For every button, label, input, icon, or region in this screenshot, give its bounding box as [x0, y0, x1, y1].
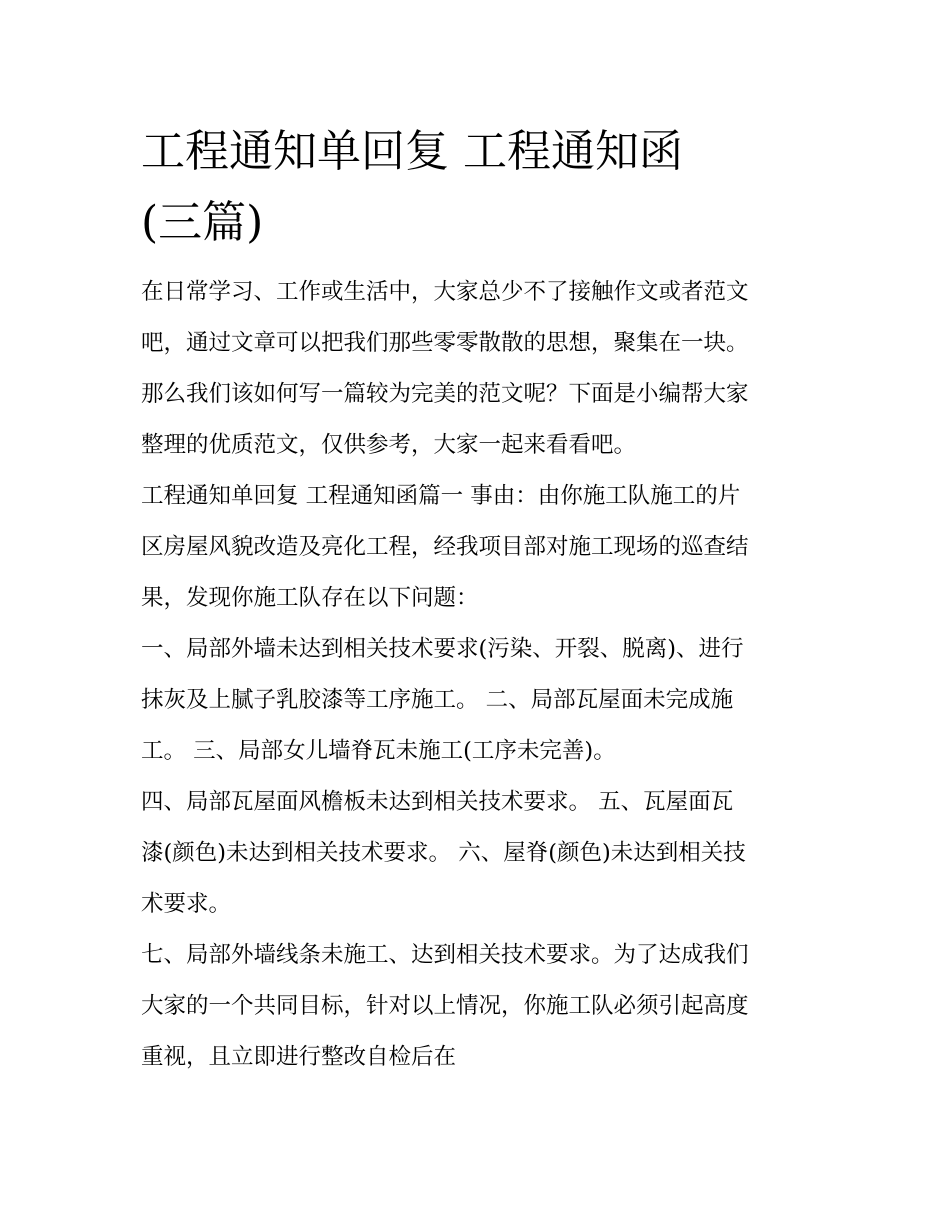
text-line: 四、局部瓦屋面风檐板未达到相关技术要求。 五、瓦屋面瓦: [141, 789, 734, 815]
text-line: 工。 三、局部女儿墙脊瓦未施工(工序未完善)。: [141, 738, 616, 764]
document-title: [141, 116, 813, 258]
text-line: 漆(颜色)未达到相关技术要求。 六、屋脊(颜色)未达到相关技: [141, 840, 746, 866]
title-line: (三篇): [141, 197, 264, 248]
text-line: 大家的一个共同目标，针对以上情况，你施工队必须引起高度: [141, 993, 749, 1019]
text-line: 术要求。: [141, 891, 232, 917]
document-body: [141, 116, 813, 1083]
title-line: 工程通知单回复 工程通知函: [141, 126, 683, 177]
text-line: 整理的优质范文，仅供参考，大家一起来看看吧。: [141, 432, 637, 458]
text-line: 区房屋风貌改造及亮化工程，经我项目部对施工现场的巡查结: [141, 534, 749, 560]
text-line: 工程通知单回复 工程通知函篇一 事由：由你施工队施工的片: [141, 483, 741, 509]
body-paragraph: [141, 930, 813, 1083]
text-line: 重视，且立即进行整改自检后在: [141, 1044, 457, 1070]
text-line: 在日常学习、工作或生活中，大家总少不了接触作文或者范文: [141, 279, 749, 305]
text-line: 那么我们该如何写一篇较为完美的范文呢？下面是小编帮大家: [141, 381, 749, 407]
intro-paragraph: [141, 267, 813, 471]
body-paragraph: [141, 471, 813, 624]
body-paragraph: [141, 777, 813, 930]
text-line: 吧，通过文章可以把我们那些零零散散的思想，聚集在一块。: [141, 330, 749, 356]
text-line: 果，发现你施工队存在以下问题：: [141, 585, 479, 611]
text-line: 七、局部外墙线条未施工、达到相关技术要求。为了达成我们: [141, 942, 749, 968]
text-line: 一、局部外墙未达到相关技术要求(污染、开裂、脱离)、进行: [141, 636, 744, 662]
text-line: 抹灰及上腻子乳胶漆等工序施工。 二、局部瓦屋面未完成施: [141, 687, 734, 713]
body-paragraph: [141, 624, 813, 777]
